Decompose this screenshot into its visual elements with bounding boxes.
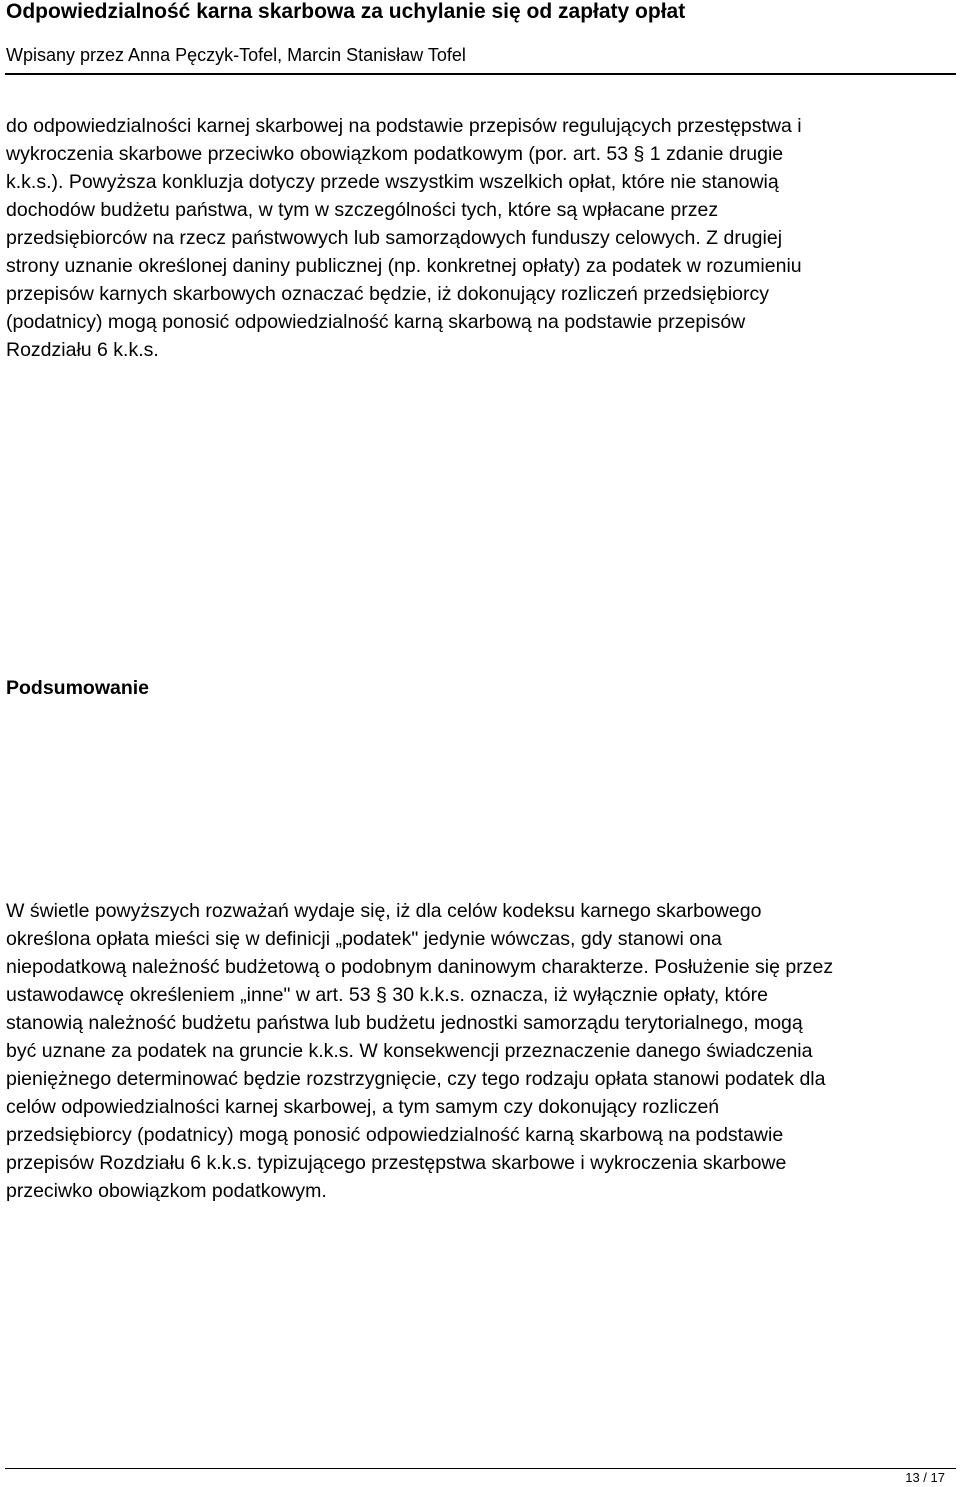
text-line: przedsiębiorcy (podatnicy) mogą ponosić odpowiedzialność karną skarbową na podstawie xyxy=(6,1124,784,1146)
document-title: Odpowiedzialność karna skarbowa za uchylanie się od zapłaty opłat xyxy=(6,0,686,23)
text-line: przeciwko obowiązkom podatkowym. xyxy=(6,1180,327,1202)
text-line: być uznane za podatek na gruncie k.k.s. W konsekwencji przeznaczenie danego świadczenia xyxy=(6,1040,813,1062)
text-line: k.k.s.). Powyższa konkluzja dotyczy przede wszystkim wszelkich opłat, które nie stanowią xyxy=(6,171,779,193)
footer-divider xyxy=(5,1468,956,1469)
page-number: 13 / 17 xyxy=(905,1470,945,1485)
text-line: ustawodawcę określeniem „inne" w art. 53 § 30 k.k.s. oznacza, iż wyłącznie opłaty, które xyxy=(6,984,768,1006)
text-line: wykroczenia skarbowe przeciwko obowiązkom podatkowym (por. art. 53 § 1 zdanie drugie xyxy=(6,143,784,165)
text-line: celów odpowiedzialności karnej skarbowej, a tym samym czy dokonujący rozliczeń xyxy=(6,1096,720,1118)
text-line: dochodów budżetu państwa, w tym w szczególności tych, które są wpłacane przez xyxy=(6,199,719,221)
section-heading: Podsumowanie xyxy=(6,677,150,699)
text-line: przedsiębiorców na rzecz państwowych lub samorządowych funduszy celowych. Z drugiej xyxy=(6,227,783,249)
body-paragraph-1 xyxy=(6,112,958,364)
text-line: strony uznanie określonej daniny publicznej (np. konkretnej opłaty) za podatek w rozumieniu xyxy=(6,255,802,277)
text-line: określona opłata mieści się w definicji „podatek" jedynie wówczas, gdy stanowi ona xyxy=(6,928,722,950)
document-authors: Wpisany przez Anna Pęczyk-Tofel, Marcin Stanisław Tofel xyxy=(6,45,466,65)
text-line: przepisów Rozdziału 6 k.k.s. typizującego przestępstwa skarbowe i wykroczenia skarbowe xyxy=(6,1152,787,1174)
body-paragraph-2 xyxy=(6,897,958,1205)
text-line: niepodatkową należność budżetową o podobnym daninowym charakterze. Posłużenie się przez xyxy=(6,956,834,978)
text-line: pieniężnego determinować będzie rozstrzygnięcie, czy tego rodzaju opłata stanowi podatek dla xyxy=(6,1068,826,1090)
text-line: przepisów karnych skarbowych oznaczać będzie, iż dokonujący rozliczeń przedsiębiorcy xyxy=(6,283,770,305)
header-divider xyxy=(5,73,956,75)
text-line: W świetle powyższych rozważań wydaje się, iż dla celów kodeksu karnego skarbowego xyxy=(6,900,762,922)
text-line: Rozdziału 6 k.k.s. xyxy=(6,339,159,361)
text-line: (podatnicy) mogą ponosić odpowiedzialność karną skarbową na podstawie przepisów xyxy=(6,311,746,333)
text-line: stanowią należność budżetu państwa lub budżetu jednostki samorządu terytorialnego, mogą xyxy=(6,1012,803,1034)
text-line: do odpowiedzialności karnej skarbowej na podstawie przepisów regulujących przestępstwa i xyxy=(6,115,802,137)
